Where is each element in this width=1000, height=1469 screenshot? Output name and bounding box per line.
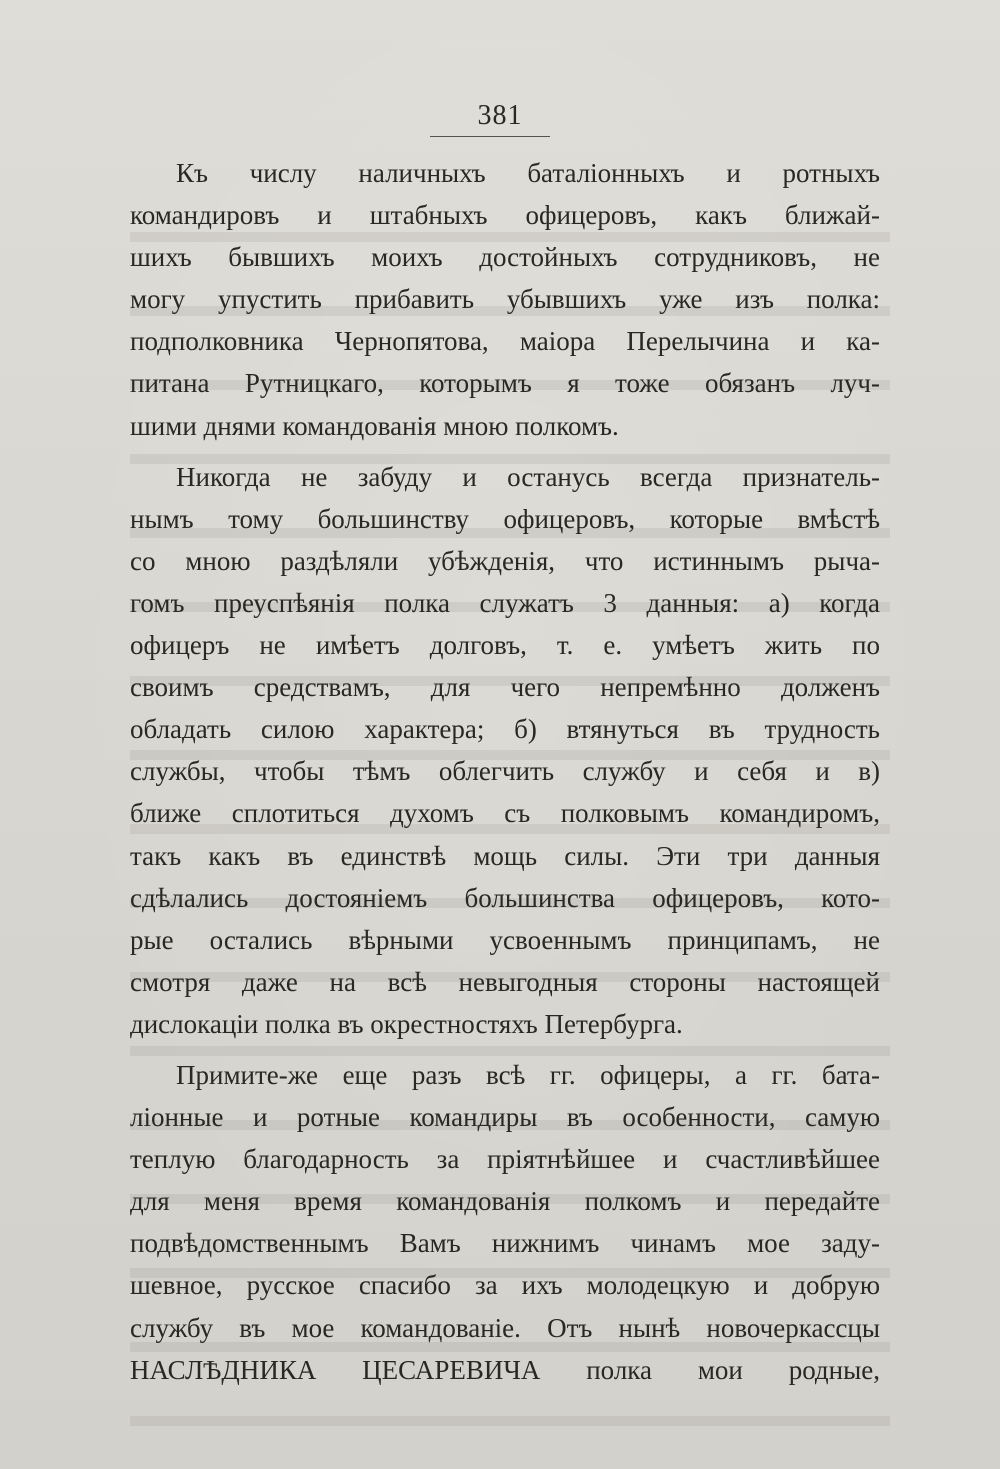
text-line: Къ числу наличныхъ баталіонныхъ и ротныхъ (176, 158, 880, 188)
text-line: шевное, русское спасибо за ихъ молодецкую и добрую (130, 1270, 880, 1301)
text-line: офицеръ не имѣетъ долговъ, т. е. умѣетъ жить по (130, 630, 880, 661)
body-text (130, 152, 880, 1391)
paragraph-2 (130, 456, 880, 1045)
text-line: дислокаціи полка въ окрестностяхъ Петербурга. (130, 1008, 683, 1039)
text-line: подполковника Чернопятова, маіора Перелычина и ка- (130, 326, 880, 357)
paragraph-3 (130, 1054, 880, 1391)
text-line: службы, чтобы тѣмъ облегчить службу и себя и в) (130, 756, 880, 787)
text-line: своимъ средствамъ, для чего непремѣнно долженъ (130, 672, 880, 703)
text-line: обладать силою характера; б) втянуться въ трудность (130, 714, 880, 745)
header-rule (430, 136, 550, 137)
text-line: шими днями командованія мною полкомъ. (130, 410, 619, 441)
text-line: могу упустить прибавить убывшихъ уже изъ полка: (130, 284, 880, 315)
text-line: службу въ мое командованіе. Отъ нынѣ новочеркассцы (130, 1312, 880, 1343)
paragraph-1 (130, 152, 880, 447)
text-line: ліонные и ротные командиры въ особенности, самую (130, 1102, 880, 1133)
text-line: со мною раздѣляли убѣжденія, что истиннымъ рыча- (130, 545, 880, 576)
text-line: такъ какъ въ единствѣ мощь силы. Эти три данныя (130, 840, 880, 871)
text-line: для меня время командованія полкомъ и передайте (130, 1186, 880, 1217)
text-line: командировъ и штабныхъ офицеровъ, какъ ближай- (130, 200, 880, 231)
text-line: теплую благодарность за пріятнѣйшее и счастливѣйшее (130, 1144, 880, 1175)
text-line: шихъ бывшихъ моихъ достойныхъ сотрудниковъ, не (130, 242, 880, 273)
text-line: подвѣдомственнымъ Вамъ нижнимъ чинамъ мое заду- (130, 1228, 880, 1259)
text-line: ближе сплотиться духомъ съ полковымъ командиромъ, (130, 798, 880, 829)
text-line: гомъ преуспѣянія полка служатъ 3 данныя: а) когда (130, 587, 880, 618)
text-line: сдѣлались достояніемъ большинства офицеровъ, кото- (130, 882, 880, 913)
text-line: смотря даже на всѣ невыгодныя стороны настоящей (130, 966, 880, 997)
text-line: питана Рутницкаго, которымъ я тоже обязанъ луч- (130, 368, 880, 399)
text-line: НАСЛѢДНИКА ЦЕСАРЕВИЧА полка мои родные, (130, 1354, 880, 1385)
text-line: Никогда не забуду и останусь всегда признатель- (176, 461, 880, 492)
page-number: 381 (477, 100, 523, 131)
text-line: Примите-же еще разъ всѣ гг. офицеры, а гг. бата- (176, 1059, 880, 1090)
text-line: рые остались вѣрными усвоеннымъ принципамъ, не (130, 924, 880, 955)
text-line: нымъ тому большинству офицеровъ, которые вмѣстѣ (130, 503, 880, 534)
